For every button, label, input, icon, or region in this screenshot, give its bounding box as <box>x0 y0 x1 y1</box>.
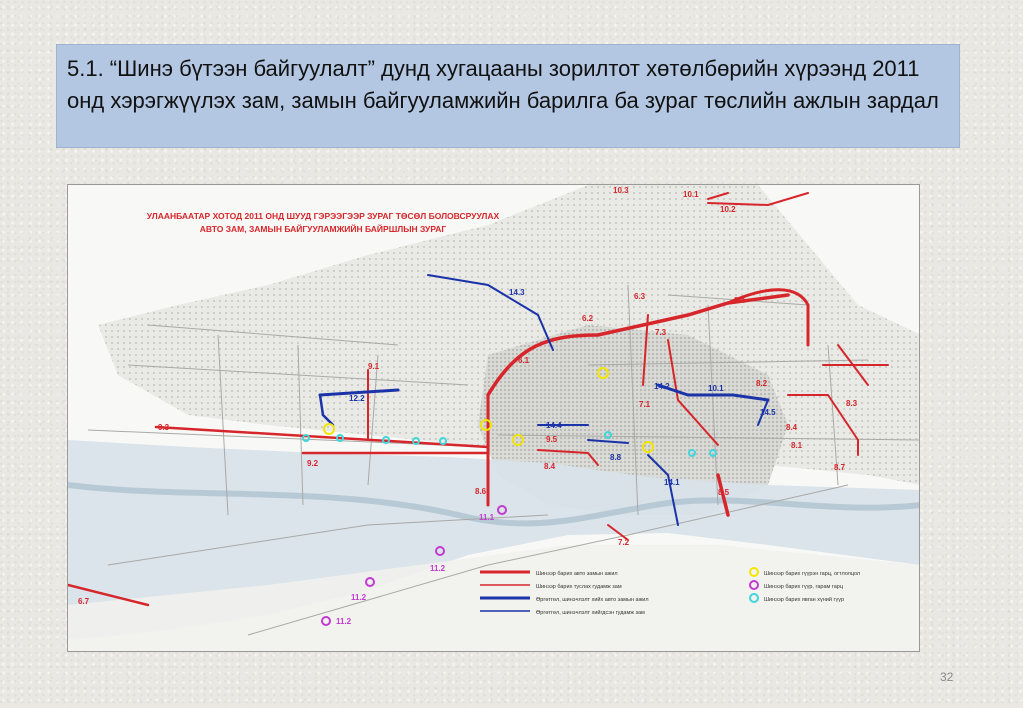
route-label: 6.1 <box>518 356 530 365</box>
route-label: 9.3 <box>158 423 170 432</box>
slide-title: 5.1. “Шинэ бүтээн байгуулалт” дунд хугацааны зорилтот хөтөлбөрийн хүрээнд 2011 онд хэрэгжүүлэх зам, замын байгууламжийн барилга ба зураг төслийн ажлын зардал <box>67 56 939 113</box>
legend-label: Шинээр барих туслах гудамж зам <box>536 584 622 590</box>
map-frame <box>67 184 920 652</box>
city-map <box>68 185 920 652</box>
page-number: 32 <box>940 670 954 684</box>
map-heading-line1: УЛААНБААТАР ХОТОД 2011 ОНД ШУУД ГЭРЭЭГЭЭР ЗУРАГ ТӨСӨЛ БОЛОВСРУУЛАХ <box>146 211 500 221</box>
route-label: 10.2 <box>720 205 736 214</box>
route-label: 14.3 <box>509 288 525 297</box>
route-label: 9.1 <box>368 362 380 371</box>
route-label: 6.2 <box>582 314 594 323</box>
route-label: 14.5 <box>760 408 776 417</box>
route-label: 8.6 <box>475 487 487 496</box>
route-label: 10.3 <box>613 186 629 195</box>
route-label: 7.2 <box>618 538 630 547</box>
route-label: 9.5 <box>546 435 558 444</box>
route-label: 7.3 <box>655 328 667 337</box>
route-label: 6.3 <box>634 292 646 301</box>
legend-label: Өргөтгөл, шинэчлэлт хийгдсэн гудамж зам <box>536 610 645 616</box>
route-label: 11.1 <box>479 513 495 522</box>
map-heading-line2: АВТО ЗАМ, ЗАМЫН БАЙГУУЛАМЖИЙН БАЙРШЛЫН ЗУРАГ <box>199 224 447 234</box>
route-label: 11.2 <box>336 617 352 626</box>
route-label: 10.1 <box>708 384 724 393</box>
route-label: 8.3 <box>846 399 858 408</box>
route-label: 8.4 <box>734 296 746 305</box>
route-label: 12.2 <box>349 394 365 403</box>
route-label: 14.4 <box>546 421 562 430</box>
legend-label: Шинээр барих гүүр, гарам гарц <box>764 584 843 590</box>
legend-label: Шинээр барих авто замын ажил <box>536 571 618 577</box>
route-label: 11.2 <box>351 593 367 602</box>
legend-label: Шинээр барих гүүрэн гарц, огтлолцол <box>764 571 861 577</box>
route-label: 10.1 <box>683 190 699 199</box>
slide-title-box <box>56 44 960 148</box>
route-label: 8.8 <box>610 453 622 462</box>
route-label: 8.7 <box>834 463 846 472</box>
route-label: 14.2 <box>654 382 670 391</box>
route-label: 8.4 <box>544 462 556 471</box>
route-label: 7.1 <box>639 400 651 409</box>
legend-label: Өргөтгөл, шинэчлэлт хийх авто замын ажил <box>536 597 649 603</box>
route-label: 11.2 <box>430 564 446 573</box>
route-label: 6.7 <box>78 597 90 606</box>
route-label: 14.1 <box>664 478 680 487</box>
route-label: 8.4 <box>786 423 798 432</box>
route-label: 8.1 <box>791 441 803 450</box>
route-label: 8.2 <box>756 379 768 388</box>
route-label: 9.2 <box>307 459 319 468</box>
route-label: 8.5 <box>718 488 730 497</box>
legend-label: Шинээр барих явган хүний гүүр <box>764 597 845 603</box>
